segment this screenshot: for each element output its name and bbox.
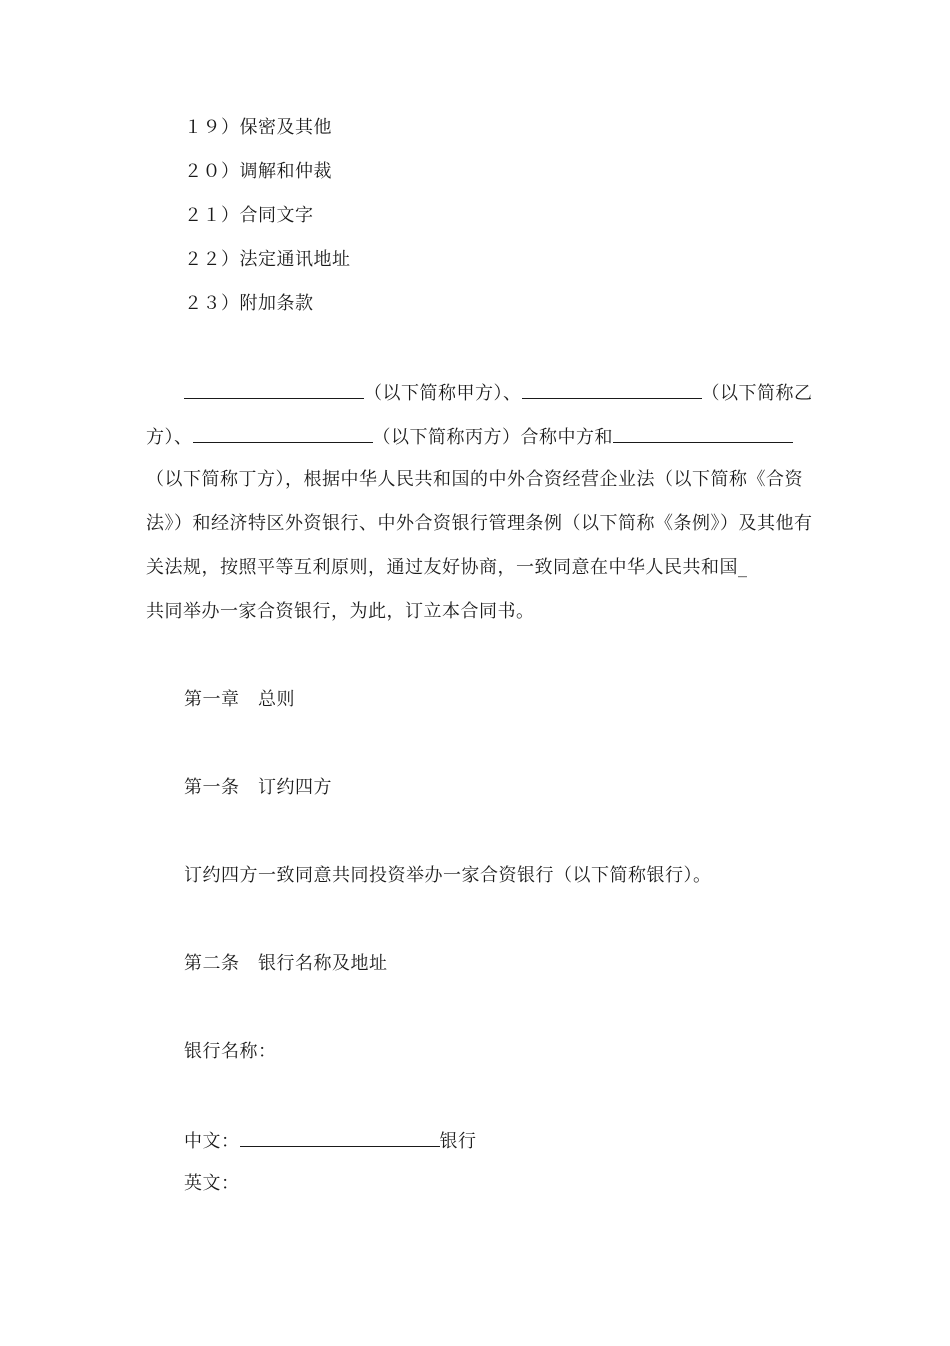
party-c-blank[interactable] — [193, 424, 373, 443]
toc-item-19: １９）保密及其他 — [184, 117, 332, 138]
preamble-line-2 — [146, 424, 793, 450]
preamble-line-1 — [184, 380, 813, 406]
bank-name-label: 银行名称： — [184, 1041, 277, 1062]
article-2-title: 第二条 银行名称及地址 — [184, 953, 388, 974]
party-b-label-end: 方）、 — [146, 427, 193, 448]
toc-item-22: ２２）法定通讯地址 — [184, 249, 351, 270]
party-d-blank[interactable] — [613, 424, 793, 443]
preamble-line-3: （以下简称丁方），根据中华人民共和国的中外合资经营企业法（以下简称《合资 — [146, 469, 803, 490]
party-a-blank[interactable] — [184, 380, 364, 399]
toc-item-21: ２１）合同文字 — [184, 205, 314, 226]
chinese-name-blank[interactable] — [240, 1128, 440, 1147]
article-1-title: 第一条 订约四方 — [184, 777, 332, 798]
chinese-suffix: 银行 — [439, 1131, 477, 1152]
english-label: 英文： — [184, 1173, 240, 1194]
party-b-label: （以下简称乙 — [701, 383, 813, 404]
preamble-line-6: 共同举办一家合资银行，为此，订立本合同书。 — [146, 601, 535, 622]
chinese-label: 中文： — [184, 1131, 240, 1152]
toc-item-20: ２０）调解和仲裁 — [184, 161, 332, 182]
chapter-1-heading: 第一章 总则 — [184, 689, 295, 710]
preamble-line-5: 关法规，按照平等互利原则，通过友好协商，一致同意在中华人民共和国_ — [146, 557, 748, 578]
toc-item-23: ２３）附加条款 — [184, 293, 314, 314]
party-b-blank[interactable] — [522, 380, 702, 399]
article-1-body: 订约四方一致同意共同投资举办一家合资银行（以下简称银行）。 — [184, 865, 712, 886]
party-c-label: （以下简称丙方）合称中方和 — [372, 427, 613, 448]
bank-name-chinese-line — [184, 1128, 477, 1154]
bank-name-english-line — [184, 1172, 240, 1196]
preamble-line-4: 法》）和经济特区外资银行、中外合资银行管理条例（以下简称《条例》）及其他有 — [146, 513, 813, 534]
party-a-label: （以下简称甲方）、 — [364, 383, 522, 404]
